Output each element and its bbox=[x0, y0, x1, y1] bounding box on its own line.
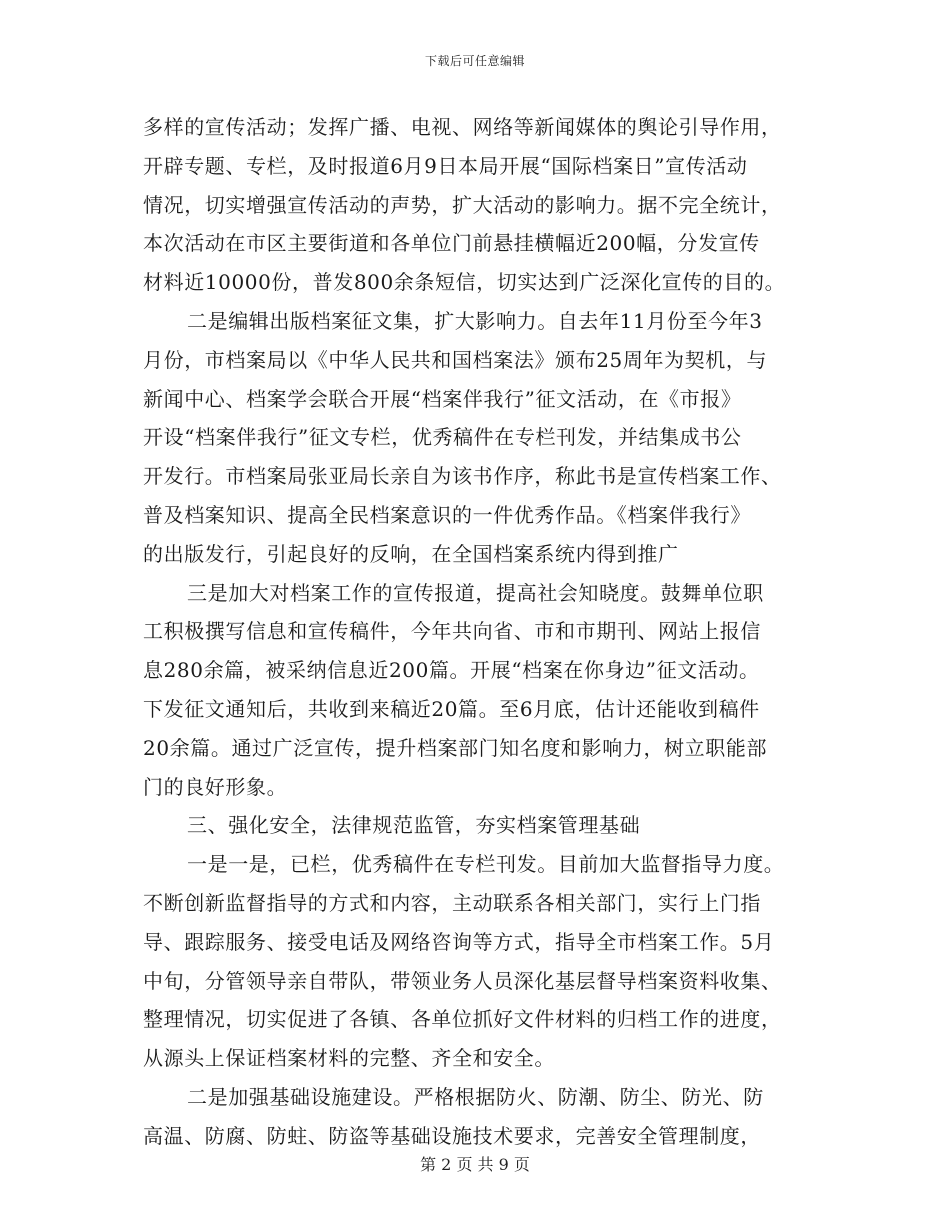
document-body bbox=[143, 108, 811, 1156]
text-line: 不断创新监督指导的方式和内容，主动联系各相关部门，实行上门指 bbox=[143, 890, 761, 915]
page-header: 下载后可任意编辑 bbox=[424, 54, 525, 68]
section-heading: 三、强化安全，法律规范监管，夯实档案管理基础 bbox=[187, 813, 641, 838]
text-line: 开辟专题、专栏，及时报道6月9日本局开展“国际档案日”宣传活动 bbox=[143, 153, 748, 178]
text-line: 本次活动在市区主要街道和各单位门前悬挂横幅近200幅，分发宣传 bbox=[143, 231, 760, 256]
paragraph-start-line: 二是编辑出版档案征文集，扩大影响力。自去年11月份至今年3 bbox=[187, 308, 763, 333]
text-line: 整理情况，切实促进了各镇、各单位抓好文件材料的归档工作的进度， bbox=[143, 1007, 782, 1032]
text-line: 息280余篇，被采纳信息近200篇。开展“档案在你身边”征文活动。 bbox=[143, 658, 760, 683]
text-line: 多样的宣传活动；发挥广播、电视、网络等新闻媒体的舆论引导作用， bbox=[143, 115, 782, 139]
paragraph-start-line: 三是加大对档案工作的宣传报道，提高社会知晓度。鼓舞单位职 bbox=[187, 580, 764, 605]
paragraph-start-line: 一是一是，已栏，优秀稿件在专栏刊发。目前加大监督指导力度。 bbox=[187, 852, 785, 877]
text-line: 工积极撰写信息和宣传稿件，今年共向省、市和市期刊、网站上报信 bbox=[143, 619, 761, 644]
text-line: 新闻中心、档案学会联合开展“档案伴我行”征文活动，在《市报》 bbox=[143, 386, 742, 411]
text-line: 开设“档案伴我行”征文专栏，优秀稿件在专栏刊发，并结集成书公 bbox=[143, 425, 742, 450]
paragraph-start-line: 二是加强基础设施建设。严格根据防火、防潮、防尘、防光、防 bbox=[187, 1084, 764, 1109]
text-line: 开发行。市档案局张亚局长亲自为该书作序，称此书是宣传档案工作、 bbox=[143, 464, 782, 489]
text-line: 材料近10000份，普发800余条短信，切实达到广泛深化宣传的目的。 bbox=[143, 270, 786, 295]
text-line: 导、跟踪服务、接受电话及网络咨询等方式，指导全市档案工作。5月 bbox=[143, 929, 775, 954]
text-line: 下发征文通知后，共收到来稿近20篇。至6月底，估计还能收到稿件 bbox=[143, 696, 760, 721]
text-line: 的出版发行，引起良好的反响，在全国档案系统内得到推广 bbox=[143, 541, 679, 566]
text-line: 门的良好形象。 bbox=[143, 774, 288, 799]
text-line: 中旬，分管领导亲自带队，带领业务人员深化基层督导档案资料收集、 bbox=[143, 968, 782, 993]
text-line: 20余篇。通过广泛宣传，提升档案部门知名度和影响力，树立职能部 bbox=[143, 735, 768, 760]
text-line: 从源头上保证档案材料的完整、齐全和安全。 bbox=[143, 1046, 555, 1071]
text-line: 普及档案知识、提高全民档案意识的一件优秀作品。《档案伴我行》 bbox=[143, 502, 751, 527]
page-number-footer: 第 2 页 共 9 页 bbox=[420, 1155, 530, 1174]
text-line: 月份，市档案局以《中华人民共和国档案法》颁布25周年为契机，与 bbox=[143, 347, 768, 372]
text-line: 高温、防腐、防蛀、防盗等基础设施技术要求，完善安全管理制度， bbox=[143, 1123, 761, 1148]
text-line: 情况，切实增强宣传活动的声势，扩大活动的影响力。据不完全统计， bbox=[143, 192, 782, 217]
